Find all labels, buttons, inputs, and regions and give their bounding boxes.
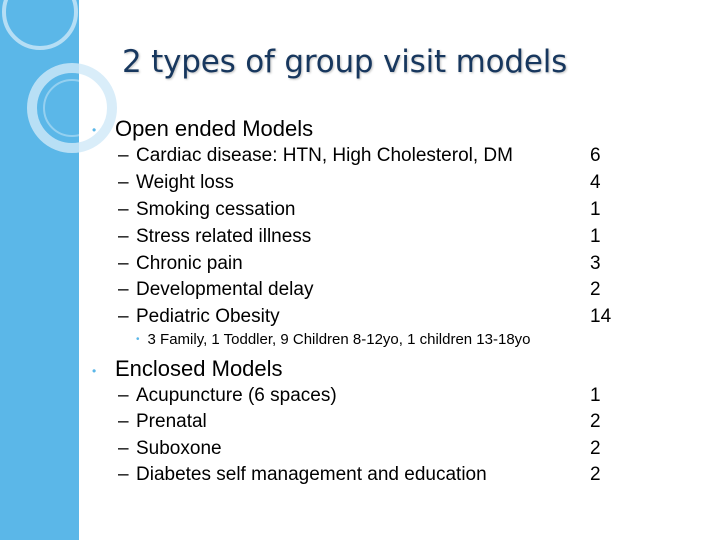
item-count: 2 xyxy=(590,411,601,432)
item-count: 1 xyxy=(590,385,601,406)
dash-marker: – xyxy=(118,253,129,274)
item-label: Pediatric Obesity xyxy=(136,306,280,327)
list-item xyxy=(118,253,638,279)
list-item xyxy=(118,464,638,490)
list-item xyxy=(118,172,638,198)
item-count: 2 xyxy=(590,464,601,485)
left-sidebar-band xyxy=(0,0,79,540)
list-item xyxy=(118,279,638,305)
item-count: 4 xyxy=(590,172,601,193)
list-item xyxy=(118,385,638,411)
item-label: Cardiac disease: HTN, High Cholesterol, DM xyxy=(136,145,513,166)
dash-marker: – xyxy=(118,438,129,459)
item-count: 3 xyxy=(590,253,601,274)
dash-marker: – xyxy=(118,385,129,406)
item-label: Weight loss xyxy=(136,172,234,193)
dash-marker: – xyxy=(118,226,129,247)
pediatric-breakdown-note xyxy=(136,331,531,348)
slide-title: 2 types of group visit models xyxy=(122,44,568,80)
list-item xyxy=(118,199,638,225)
dash-marker: – xyxy=(118,464,129,485)
list-item xyxy=(118,438,638,464)
item-count: 1 xyxy=(590,199,601,220)
item-label: Chronic pain xyxy=(136,253,243,274)
note-text: 3 Family, 1 Toddler, 9 Children 8-12yo, 1 children 13-18yo xyxy=(147,331,531,348)
section-heading-enclosed: Enclosed Models xyxy=(115,356,283,381)
item-label: Acupuncture (6 spaces) xyxy=(136,385,337,406)
item-count: 2 xyxy=(590,438,601,459)
item-label: Prenatal xyxy=(136,411,207,432)
dash-marker: – xyxy=(118,199,129,220)
item-count: 14 xyxy=(590,306,612,327)
item-count: 2 xyxy=(590,279,601,300)
item-count: 6 xyxy=(590,145,601,166)
dash-marker: – xyxy=(118,306,129,327)
list-item xyxy=(118,306,638,332)
item-count: 1 xyxy=(590,226,601,247)
item-label: Suboxone xyxy=(136,438,222,459)
list-item xyxy=(118,411,638,437)
section-heading-open-ended: Open ended Models xyxy=(115,116,314,141)
dash-marker: – xyxy=(118,145,129,166)
note-bullet: • xyxy=(136,334,140,345)
section-bullet-enclosed: • xyxy=(92,364,97,378)
item-label: Diabetes self management and education xyxy=(136,464,487,485)
list-item xyxy=(118,145,638,171)
section-bullet-open-ended: • xyxy=(92,123,97,137)
dash-marker: – xyxy=(118,279,129,300)
dash-marker: – xyxy=(118,411,129,432)
item-label: Smoking cessation xyxy=(136,199,296,220)
dash-marker: – xyxy=(118,172,129,193)
item-label: Stress related illness xyxy=(136,226,312,247)
item-label: Developmental delay xyxy=(136,279,314,300)
list-item xyxy=(118,226,638,252)
